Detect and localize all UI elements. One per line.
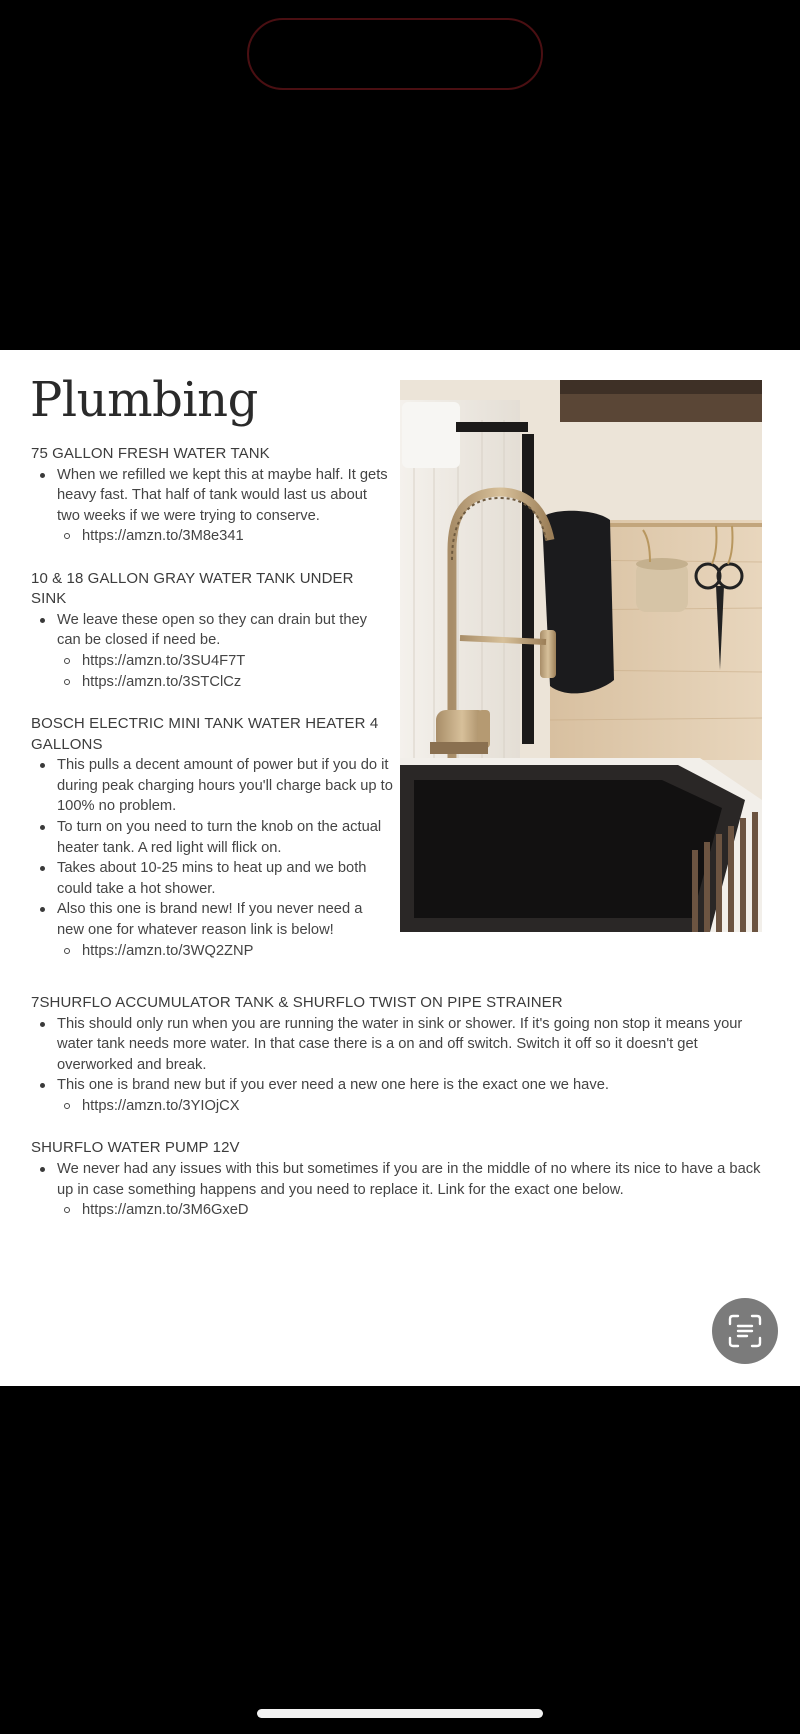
amazon-link[interactable]: https://amzn.to/3SU4F7T [31,651,393,672]
list-item: Takes about 10-25 mins to heat up and we both could take a hot shower. [31,858,393,899]
section-heading: SHURFLO WATER PUMP 12V [31,1139,240,1157]
amazon-link[interactable]: https://amzn.to/3YIOjCX [31,1096,773,1117]
section-accumulator-tank [31,993,773,1116]
amazon-link[interactable]: https://amzn.to/3WQ2ZNP [31,941,393,962]
section-gray-water-tank [31,569,393,692]
document-page[interactable] [0,350,800,1386]
section-heading: 10 & 18 GALLON GRAY WATER TANK UNDER SINK [31,569,354,608]
list-item: This one is brand new but if you ever need a new one here is the exact one we have. [31,1075,773,1096]
list-item: When we refilled we kept this at maybe half. It gets heavy fast. That half of tank would last us about two weeks if we were trying to conserve. [31,465,393,527]
amazon-link[interactable]: https://amzn.to/3M6GxeD [31,1200,773,1221]
full-width-column [31,993,773,1243]
section-water-pump [31,1138,773,1220]
left-column [31,444,393,983]
amazon-link[interactable]: https://amzn.to/3M8e341 [31,526,393,547]
section-water-heater [31,714,393,961]
dynamic-island [247,18,543,90]
live-text-icon [726,1312,764,1350]
section-heading: 7SHURFLO ACCUMULATOR TANK & SHURFLO TWIST ON PIPE STRAINER [31,994,563,1011]
page-title: Plumbing [30,372,258,428]
list-item: We leave these open so they can drain but they can be closed if need be. [31,610,393,651]
section-heading: 75 GALLON FRESH WATER TANK [31,445,270,462]
list-item: This pulls a decent amount of power but if you do it during peak charging hours you'll charge back up to 100% no problem. [31,755,393,817]
amazon-link[interactable]: https://amzn.to/3STClCz [31,672,393,693]
live-text-button[interactable] [712,1298,778,1364]
list-item: To turn on you need to turn the knob on the actual heater tank. A red light will flick on. [31,817,393,858]
section-fresh-water-tank [31,444,393,547]
list-item: We never had any issues with this but sometimes if you are in the middle of no where its nice to have a back up in case something happens and you need to replace it. Link for the exact one below. [31,1159,773,1200]
list-item: Also this one is brand new! If you never need a new one for whatever reason link is below! [31,899,393,940]
list-item: This should only run when you are running the water in sink or shower. If it's going non stop it means your water tank needs more water. In that case there is a on and off switch. Switch it off so it doesn't get overworked and break. [31,1014,773,1076]
section-heading: BOSCH ELECTRIC MINI TANK WATER HEATER 4 GALLONS [31,715,379,753]
home-indicator[interactable] [257,1709,543,1718]
sink-faucet-photo [400,380,762,932]
